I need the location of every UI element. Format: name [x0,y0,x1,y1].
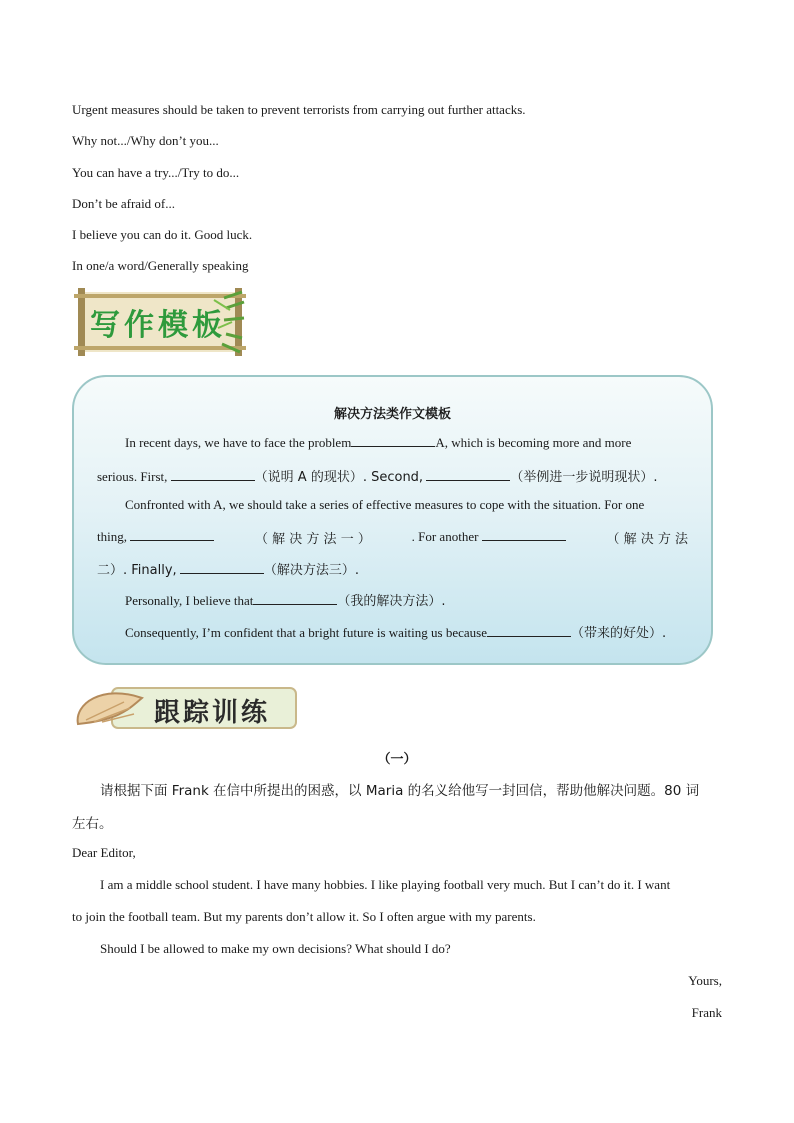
template-l2b: （说明 A 的现状）. Second, [254,470,424,485]
template-l4b: （ 解 决 方 法 一 ） [255,532,371,547]
letter-line-2: to join the football team. But my parents don’t allow it. So I often argue with my parents. [72,909,536,924]
letter-line-3: Should I be allowed to make my own decisions? What should I do? [100,941,451,956]
banner-title: 写作模板 [90,308,226,343]
blank [171,468,255,481]
template-l1b: A, which is becoming more and more [435,435,632,450]
salutation: Dear Editor, [72,845,136,860]
template-line-3: Confronted with A, we should take a series of effective measures to cope with the situation. For one [125,497,645,512]
template-l5a: 二）. Finally, [97,563,177,578]
template-title: 解决方法类作文模板 [333,407,451,422]
phrase-4: Don’t be afraid of... [72,196,176,211]
template-line-4 [97,528,688,547]
template-l4a: thing, [97,529,127,544]
template-l4d: （ 解 决 方 法 [606,532,688,547]
template-line-5 [97,559,359,578]
template-box [72,375,713,665]
blank [253,592,337,605]
phrase-1: Urgent measures should be taken to prevent terrorists from carrying out further attacks. [72,102,526,117]
blank [180,561,264,574]
writing-template-banner [74,288,246,356]
template-line-2 [97,466,657,485]
letter-closing: Yours, [688,973,722,988]
template-l7a: Consequently, I’m confident that a bright future is waiting us because [125,625,487,640]
blank [351,434,435,447]
blank [130,528,214,541]
template-l2a: serious. First, [97,469,168,484]
letter-line-1: I am a middle school student. I have many hobbies. I like playing football very much. But I can’t do it. I want [100,877,671,892]
template-l4c: . For another [411,529,479,544]
phrase-2: Why not.../Why don’t you... [72,133,219,148]
template-line-7 [125,622,666,641]
blank [426,468,510,481]
template-line-1 [125,434,631,451]
instruction-line-2: 左右。 [72,816,113,832]
phrase-6: In one/a word/Generally speaking [72,258,249,273]
template-l7b: （带来的好处）. [570,626,667,641]
instruction-line-1: 请根据下面 Frank 在信中所提出的困惑，以 Maria 的名义给他写一封回信，帮助他解决问题。80 词 [100,783,700,799]
training-banner [72,680,300,736]
template-line-6 [125,590,446,609]
letter-signature: Frank [691,1005,722,1020]
template-l5b: （解决方法三）. [263,563,360,578]
phrase-3: You can have a try.../Try to do... [72,165,240,180]
blank [487,624,571,637]
blank [482,528,566,541]
banner-title: 跟踪训练 [154,698,271,728]
phrase-5: I believe you can do it. Good luck. [72,227,253,242]
template-l1a: In recent days, we have to face the problem [125,435,352,450]
template-l6b: （我的解决方法）. [337,594,446,609]
template-l6a: Personally, I believe that [125,593,254,608]
template-l2c: （举例进一步说明现状）. [510,470,658,485]
exercise-number: （一） [377,752,417,767]
